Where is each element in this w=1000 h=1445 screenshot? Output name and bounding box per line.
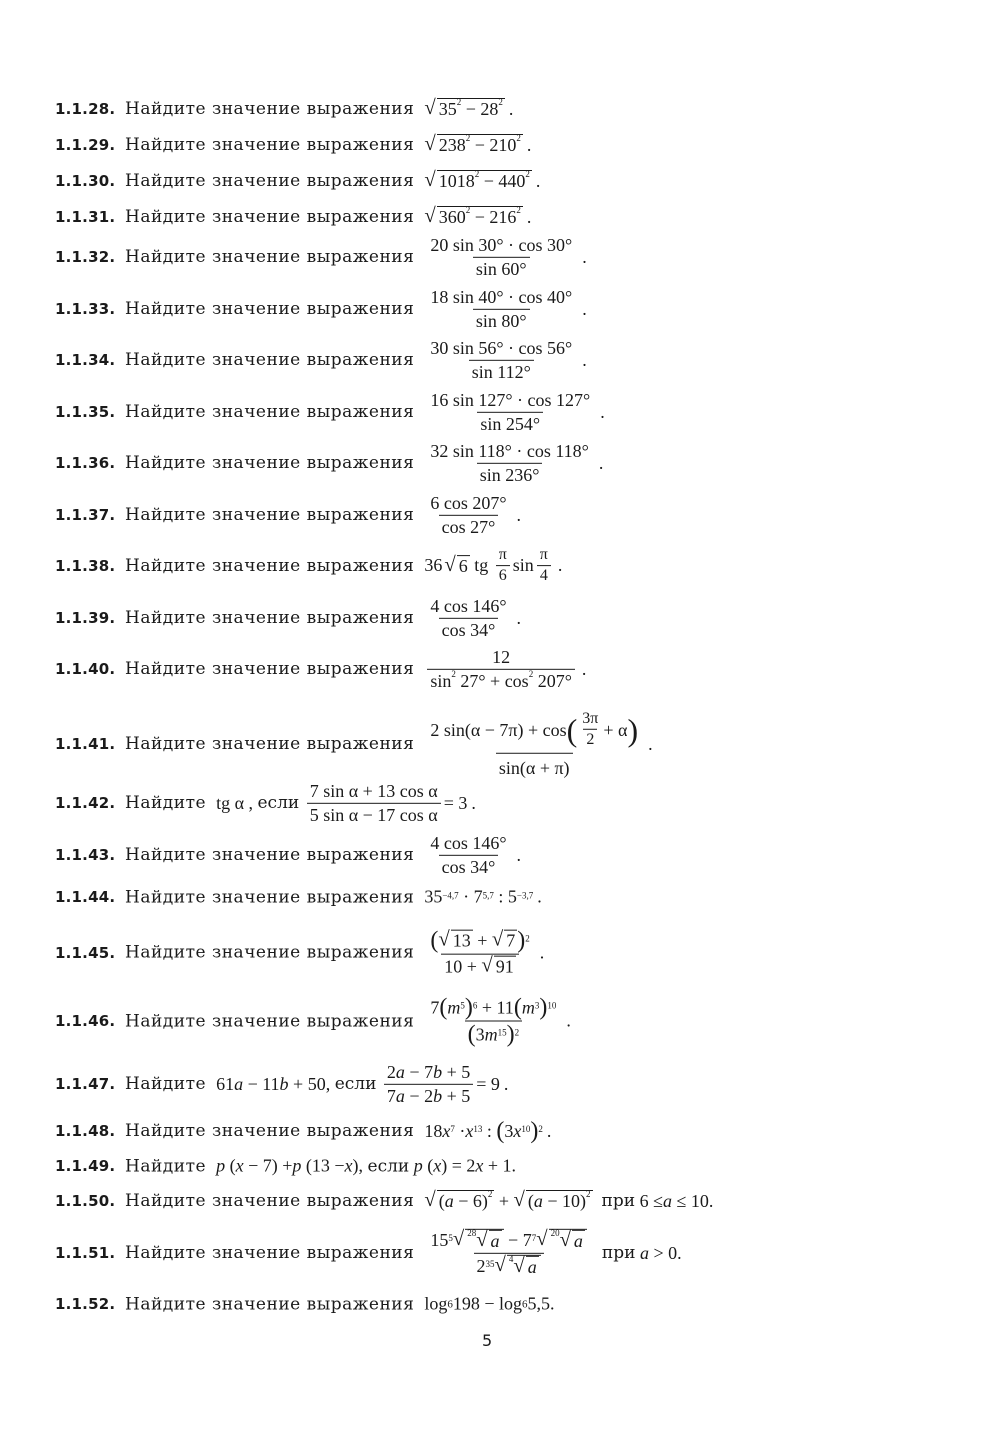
problem-label: Найдите значение выражения — [125, 207, 415, 227]
problem-label: Найдите значение выражения — [125, 1121, 415, 1141]
problem-label: Найдите значение выражения — [125, 659, 415, 679]
problem-number: 1.1.35. — [55, 403, 116, 421]
problem-label: Найдите значение выражения — [125, 135, 415, 155]
problem-label: Найдите — [125, 1074, 207, 1094]
expression: √ $360^2 - 216^2$ . — [424, 205, 532, 227]
problem-label: Найдите значение выражения — [125, 943, 415, 963]
problem-number: 1.1.51. — [55, 1244, 116, 1262]
problem-label: Найдите значение выражения — [125, 247, 415, 267]
expression: $\frac{30 \sin 56^\circ \cdot \cos 56^\circ}{\sin 112^\circ}$ . — [430, 337, 587, 382]
problem-number: 1.1.30. — [55, 172, 116, 190]
expression: √ $(a - 6)^2$ + √ $(a - 10)^2$ при 6 ≤ a ≤ 10. — [424, 1189, 714, 1211]
problem-number: 1.1.45. — [55, 944, 116, 962]
expression: 7 ( m $^5$ ) $^6$ + 11 ( m $^3$ ) $^{10}$ ( 3 m $^{15}$ ) $^2$ . — [430, 994, 571, 1048]
problem-label: Найдите значение выражения — [125, 1011, 415, 1031]
problem-label: Найдите значение выражения — [125, 1294, 415, 1314]
problem-number: 1.1.34. — [55, 351, 116, 369]
problem-number: 1.1.47. — [55, 1075, 116, 1093]
page-number: 5 — [482, 1331, 493, 1350]
expression: $\frac{16 \sin 127^\circ \cdot \cos 127^\circ}{\sin 254^\circ}$ . — [430, 389, 605, 434]
expression: √ $1018^2 - 440^2$ . — [424, 169, 541, 191]
problem-number: 1.1.31. — [55, 208, 116, 226]
problem-number: 1.1.32. — [55, 248, 116, 266]
problem-number: 1.1.43. — [55, 846, 116, 864]
expression: log 6 198 − log 6 5,5. — [424, 1293, 555, 1314]
problem-number: 1.1.48. — [55, 1122, 116, 1140]
expression: 15 $^5$ √ $^{28}$ √ a − 7 $^7$ √ $^{20}$ √ a 2 $^{35}$ √ $^4$ √ a при a > 0. — [430, 1227, 682, 1277]
expression: $\frac{6 \cos 207^\circ}{\cos 27^\circ}$ . — [430, 492, 522, 537]
expression: 36 √ 6 tg $\frac{\pi}{6}$ sin $\frac{\pi}{4}$ . — [424, 546, 563, 585]
problem-number: 1.1.42. — [55, 794, 116, 812]
expression: 35 $^{-4,7}$ · 7 $^{5,7}$ : 5 $^{-3,7}$ . — [424, 886, 542, 907]
problem-number: 1.1.38. — [55, 557, 116, 575]
expression: 61 a − 11 b + 50, если $\frac{2a - 7b + 5}{7a - 2b + 5}$ = 9 . — [216, 1061, 509, 1106]
problem-number: 1.1.46. — [55, 1012, 116, 1030]
problem-number: 1.1.44. — [55, 888, 116, 906]
expression: $\frac{20 \sin 30^\circ \cdot \cos 30^\circ}{\sin 60^\circ}$ . — [430, 234, 587, 279]
expression: √ $238^2 - 210^2$ . — [424, 133, 532, 155]
problem-number: 1.1.39. — [55, 609, 116, 627]
expression: $\frac{18 \sin 40^\circ \cdot \cos 40^\circ}{\sin 80^\circ}$ . — [430, 286, 587, 331]
problem-label: Найдите значение выражения — [125, 350, 415, 370]
problem-label: Найдите значение выражения — [125, 1243, 415, 1263]
expression: 2 sin(α − 7π) + cos ( $\frac{3\pi}{2}$ + α ) sin(α + π) . — [430, 709, 653, 778]
problem-number: 1.1.52. — [55, 1295, 116, 1313]
expression: 18 x $^7$ · x $^{13}$ : ( 3 x $^{10}$ ) $^2$ . — [424, 1118, 552, 1144]
expression: $\frac{4 \cos 146^\circ}{\cos 34^\circ}$ . — [430, 595, 522, 640]
problem-label: Найдите значение выражения — [125, 1191, 415, 1211]
problem-label: Найдите значение выражения — [125, 171, 415, 191]
problem-number: 1.1.36. — [55, 454, 116, 472]
problem-number: 1.1.40. — [55, 660, 116, 678]
problem-label: Найдите — [125, 1156, 207, 1176]
problem-label: Найдите значение выражения — [125, 556, 415, 576]
problem-label: Найдите значение выражения — [125, 608, 415, 628]
problem-label: Найдите — [125, 793, 207, 813]
expression: p ( x − 7) + p (13 − x ), если p ( x ) = 2 x + 1. — [216, 1155, 517, 1176]
problem-number: 1.1.41. — [55, 735, 116, 753]
problem-label: Найдите значение выражения — [125, 453, 415, 473]
problem-label: Найдите значение выражения — [125, 734, 415, 754]
problem-label: Найдите значение выражения — [125, 99, 415, 119]
problem-label: Найдите значение выражения — [125, 887, 415, 907]
problem-number: 1.1.50. — [55, 1192, 116, 1210]
problem-label: Найдите значение выражения — [125, 845, 415, 865]
expression: √ $35^2 - 28^2$ . — [424, 97, 514, 119]
problem-number: 1.1.49. — [55, 1157, 116, 1175]
expression: $\frac{32 \sin 118^\circ \cdot \cos 118^\circ}{\sin 236^\circ}$ . — [430, 440, 604, 485]
problem-number: 1.1.28. — [55, 100, 116, 118]
problem-number: 1.1.29. — [55, 136, 116, 154]
problem-label: Найдите значение выражения — [125, 299, 415, 319]
problem-number: 1.1.37. — [55, 506, 116, 524]
problem-number: 1.1.33. — [55, 300, 116, 318]
expression: ( √ 13 + √ 7 ) $^2$ 10 + √ 91 . — [430, 927, 545, 977]
expression: $\frac{12}{\sin^2 27^\circ + \cos^2 207^\circ}$ . — [424, 647, 586, 691]
expression: $\frac{4 \cos 146^\circ}{\cos 34^\circ}$ . — [430, 832, 522, 877]
expression: tg α , если $\frac{\text{7 sin α + 13 cos α}}{\text{5 sin α − 17 cos α}}$ = 3 . — [216, 780, 476, 825]
problem-label: Найдите значение выражения — [125, 402, 415, 422]
problem-label: Найдите значение выражения — [125, 505, 415, 525]
